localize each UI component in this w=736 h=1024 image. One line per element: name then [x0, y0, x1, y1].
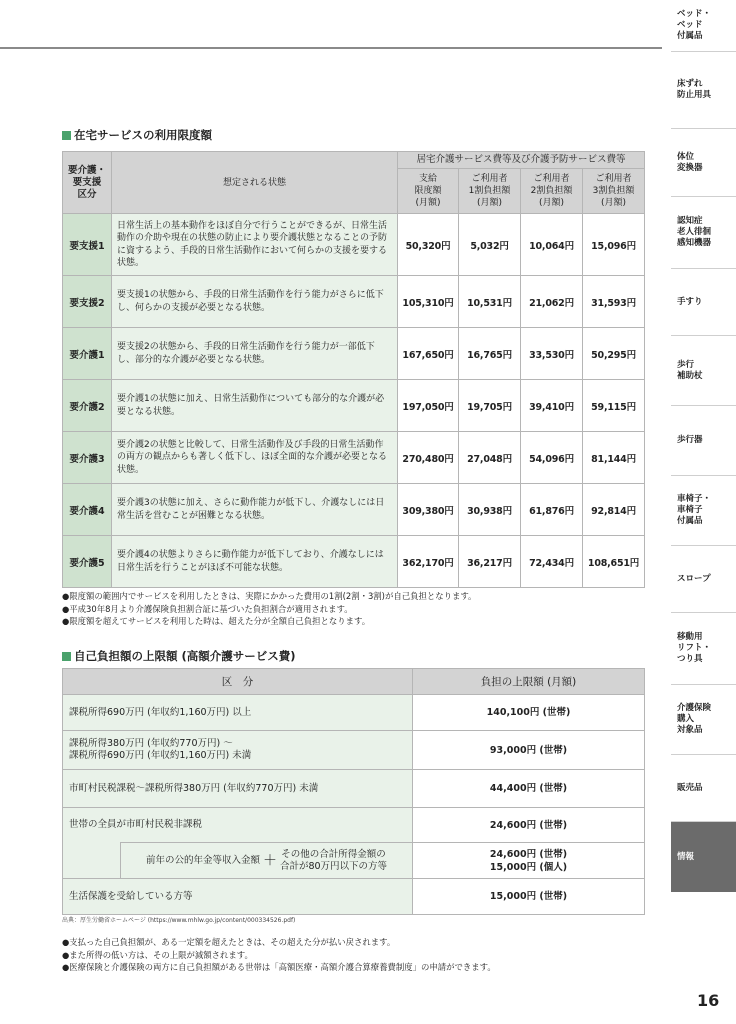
pay1-cell: 27,048円 [459, 432, 521, 484]
table-row [63, 770, 645, 808]
table-row [63, 380, 645, 432]
limit-value-cell: 24,600円 (世帯) [413, 808, 645, 843]
state-cell: 要介護3の状態に加え、さらに動作能力が低下し、介護なしには日常生活を営むことが困難となる状態。 [112, 484, 398, 536]
plus-icon: ＋ [262, 852, 277, 869]
usage-notes [62, 590, 476, 628]
table-row [63, 214, 645, 276]
category-cell: 市町村民税課税～課税所得380万円 (年収約770万円) 未満 [63, 770, 413, 808]
header-limit: 負担の上限額 (月額) [413, 669, 645, 695]
state-cell: 要介護4の状態よりさらに動作能力が低下しており、介護なしには日常生活を行うことがほぼ不可能な状態。 [112, 536, 398, 588]
header-service-group: 居宅介護サービス費等及び介護予防サービス費等 [398, 152, 645, 169]
note-line: ●平成30年8月より介護保険負担割合証に基づいた負担割合が適用されます。 [62, 603, 353, 614]
state-cell: 要支援1の状態から、手段的日常生活動作を行う能力がさらに低下し、何らかの支援が必要となる状態。 [112, 276, 398, 328]
level-cell: 要介護1 [63, 328, 112, 380]
sub-right-text: その他の合計所得金額の 合計が80万円以下の方等 [279, 848, 388, 872]
sidebar-item-insurance-purchase[interactable]: 介護保険 購入 対象品 [671, 685, 736, 755]
limit-value-cell: 15,000円 (世帯) [413, 879, 645, 915]
category-cell: 課税所得380万円 (年収約770万円) ～ 課税所得690万円 (年収約1,160万円) 未満 [63, 731, 413, 770]
header-pay3: ご利用者 3割負担額 (月額) [583, 169, 645, 214]
copay-notes [62, 936, 496, 974]
level-cell: 要介護3 [63, 432, 112, 484]
usage-limit-table [62, 151, 645, 588]
pay1-cell: 30,938円 [459, 484, 521, 536]
pay1-cell: 5,032円 [459, 214, 521, 276]
pay1-cell: 36,217円 [459, 536, 521, 588]
limit-cell: 167,650円 [398, 328, 459, 380]
pay2-cell: 54,096円 [521, 432, 583, 484]
table-row [63, 432, 645, 484]
green-square-icon [62, 131, 71, 140]
indent-cell [63, 843, 121, 879]
table-row [63, 695, 645, 731]
level-cell: 要介護2 [63, 380, 112, 432]
pay3-cell: 59,115円 [583, 380, 645, 432]
limit-value-cell [413, 843, 645, 879]
pay3-cell: 81,144円 [583, 432, 645, 484]
pay2-cell: 33,530円 [521, 328, 583, 380]
section-title-text: 自己負担額の上限額 (高額介護サービス費) [74, 649, 296, 663]
sidebar-item-handrail[interactable]: 手すり [671, 269, 736, 336]
header-pay2: ご利用者 2割負担額 (月額) [521, 169, 583, 214]
pay3-cell: 108,651円 [583, 536, 645, 588]
sub-category-cell [121, 843, 413, 879]
table-row [63, 879, 645, 915]
pay3-cell: 31,593円 [583, 276, 645, 328]
header-state: 想定される状態 [112, 152, 398, 214]
limit-cell: 270,480円 [398, 432, 459, 484]
limit-cell: 50,320円 [398, 214, 459, 276]
header-limit: 支給 限度額 (月額) [398, 169, 459, 214]
note-line: ●支払った自己負担額が、ある一定額を超えたときは、その超えた分が払い戻されます。 [62, 937, 396, 947]
table-row [63, 731, 645, 770]
value-individual: 15,000円 (個人) [489, 861, 568, 873]
table-row [63, 484, 645, 536]
limit-value-cell: 44,400円 (世帯) [413, 770, 645, 808]
limit-value-cell: 93,000円 (世帯) [413, 731, 645, 770]
top-divider [0, 47, 662, 49]
pay2-cell: 61,876円 [521, 484, 583, 536]
level-cell: 要支援1 [63, 214, 112, 276]
pay2-cell: 21,062円 [521, 276, 583, 328]
pay3-cell: 15,096円 [583, 214, 645, 276]
sidebar-item-info[interactable]: 情報 [671, 822, 736, 892]
category-sidebar [671, 0, 736, 1024]
level-cell: 要介護5 [63, 536, 112, 588]
header-pay1: ご利用者 1割負担額 (月額) [459, 169, 521, 214]
table-row [63, 808, 645, 843]
copay-limit-table [62, 668, 645, 915]
sidebar-item-lift[interactable]: 移動用 リフト・ つり具 [671, 613, 736, 685]
sub-left-text: 前年の公的年金等収入金額 [145, 854, 260, 866]
limit-cell: 105,310円 [398, 276, 459, 328]
section-title-copay-limit [62, 648, 296, 664]
pay1-cell: 19,705円 [459, 380, 521, 432]
table-row [63, 328, 645, 380]
sidebar-item-position[interactable]: 体位 変換器 [671, 129, 736, 197]
limit-cell: 197,050円 [398, 380, 459, 432]
limit-value-cell: 140,100円 (世帯) [413, 695, 645, 731]
pay3-cell: 50,295円 [583, 328, 645, 380]
section-title-usage-limit [62, 127, 212, 143]
value-household: 24,600円 (世帯) [489, 848, 568, 860]
state-cell: 日常生活上の基本動作をほぼ自分で行うことができるが、日常生活動作の介助や現在の状態の防止により要介護状態となることの予防に資するよう、手段的日常生活動作において何らかの支援を要する状態。 [112, 214, 398, 276]
pay2-cell: 10,064円 [521, 214, 583, 276]
sidebar-item-slope[interactable]: スロープ [671, 546, 736, 613]
sidebar-item-dementia[interactable]: 認知症 老人徘徊 感知機器 [671, 197, 736, 269]
note-line: ●また所得の低い方は、その上限が減額されます。 [62, 949, 253, 960]
sidebar-item-sales[interactable]: 販売品 [671, 755, 736, 822]
level-cell: 要介護4 [63, 484, 112, 536]
limit-cell: 362,170円 [398, 536, 459, 588]
limit-cell: 309,380円 [398, 484, 459, 536]
section-title-text: 在宅サービスの利用限度額 [74, 128, 212, 142]
source-citation: 出典：厚生労働省ホームページ (https://www.mhlw.go.jp/content/000334526.pdf) [62, 917, 296, 924]
note-line: ●限度額を超えてサービスを利用した時は、超えた分が全額自己負担となります。 [62, 616, 371, 626]
state-cell: 要介護2の状態と比較して、日常生活動作及び手段的日常生活動作の両方の観点からも著しく低下し、ほぼ全面的な介護が必要となる状態。 [112, 432, 398, 484]
green-square-icon [62, 652, 71, 661]
pay2-cell: 72,434円 [521, 536, 583, 588]
sidebar-item-bed[interactable]: ベッド・ ベッド 付属品 [671, 0, 736, 52]
sidebar-item-wheelchair[interactable]: 車椅子・ 車椅子 付属品 [671, 476, 736, 546]
sidebar-item-walker[interactable]: 歩行器 [671, 406, 736, 476]
header-category: 区 分 [63, 669, 413, 695]
header-level: 要介護・ 要支援 区分 [63, 152, 112, 214]
pay1-cell: 10,531円 [459, 276, 521, 328]
category-cell: 世帯の全員が市町村民税非課税 [63, 808, 413, 843]
category-cell: 生活保護を受給している方等 [63, 879, 413, 915]
category-cell: 課税所得690万円 (年収約1,160万円) 以上 [63, 695, 413, 731]
table-row [63, 843, 645, 879]
table-row [63, 276, 645, 328]
pay2-cell: 39,410円 [521, 380, 583, 432]
level-cell: 要支援2 [63, 276, 112, 328]
pay3-cell: 92,814円 [583, 484, 645, 536]
state-cell: 要介護1の状態に加え、日常生活動作についても部分的な介護が必要となる状態。 [112, 380, 398, 432]
pay1-cell: 16,765円 [459, 328, 521, 380]
note-line: ●限度額の範囲内でサービスを利用したときは、実際にかかった費用の1割(2割・3割)が自己負担となります。 [62, 591, 477, 601]
note-line: ●医療保険と介護保険の両方に自己負担額がある世帯は「高額医療・高額介護合算療養費制度」の申請ができます。 [62, 962, 496, 972]
sidebar-item-cane[interactable]: 歩行 補助杖 [671, 336, 736, 406]
table-row [63, 536, 645, 588]
sidebar-item-bedsore[interactable]: 床ずれ 防止用具 [671, 52, 736, 129]
page-number: 16 [697, 991, 720, 1010]
state-cell: 要支援2の状態から、手段的日常生活動作を行う能力が一部低下し、部分的な介護が必要となる状態。 [112, 328, 398, 380]
